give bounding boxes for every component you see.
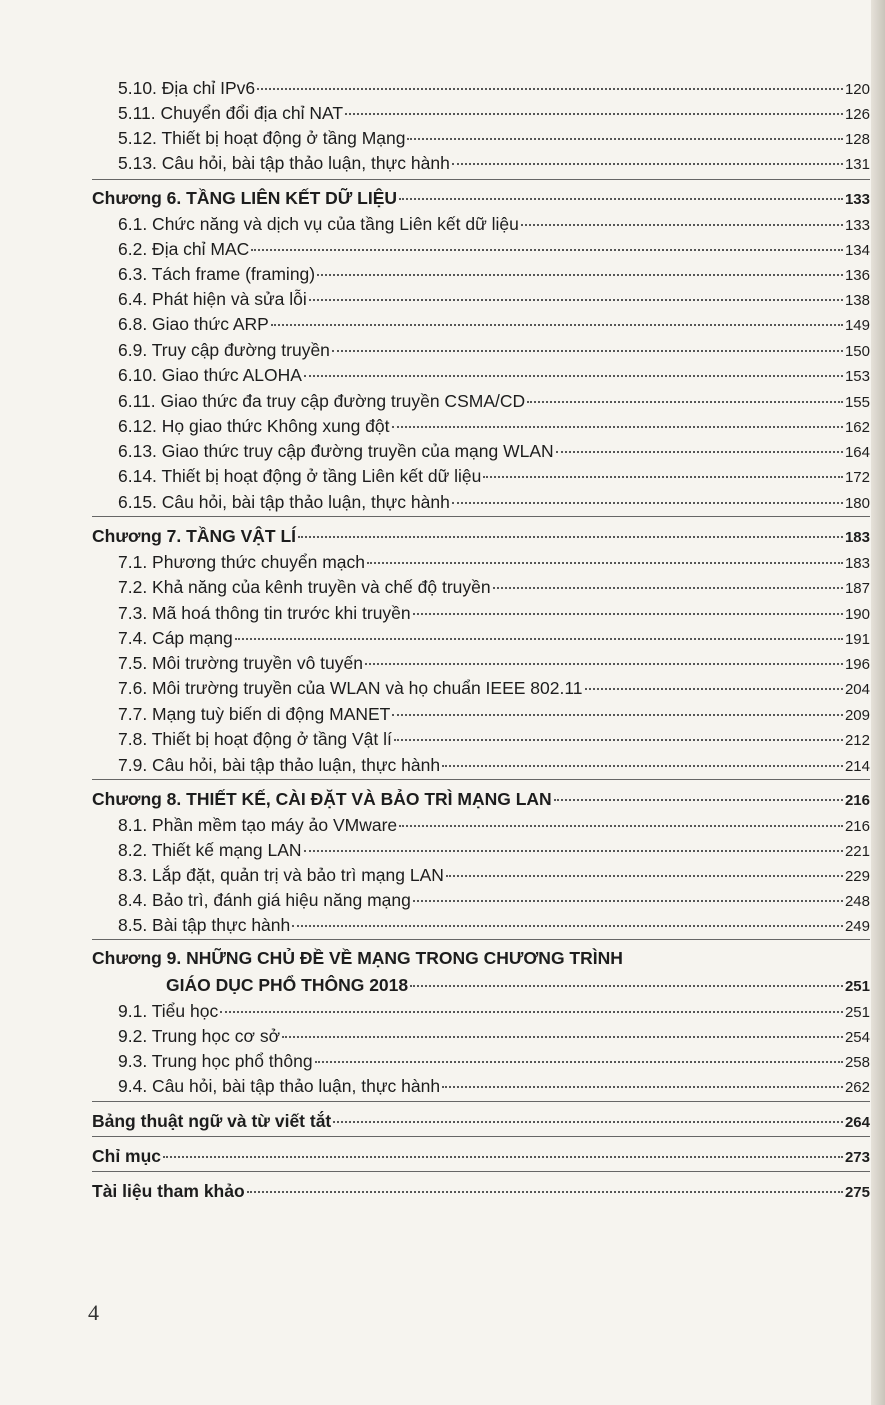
toc-entry-title: 5.11. Chuyển đổi địa chỉ NAT (118, 103, 344, 123)
toc-entry-title: Chương 6. TẦNG LIÊN KẾT DỮ LIỆU (92, 188, 398, 208)
toc-divider (92, 179, 870, 180)
toc-entry-title: 7.6. Môi trường truyền của WLAN và họ chuẩn IEEE 802.11 (118, 678, 583, 698)
toc-entry-title: 5.12. Thiết bị hoạt động ở tầng Mạng (118, 128, 406, 148)
toc-entry-title: 6.12. Họ giao thức Không xung đột (118, 416, 390, 436)
toc-leader-dots (394, 739, 843, 741)
toc-leader-dots (345, 113, 843, 115)
toc-entry-page: 128 (844, 131, 870, 148)
toc-leader-dots (220, 1011, 843, 1013)
toc-entry-title: 6.3. Tách frame (framing) (118, 264, 316, 284)
toc-section-entry (118, 653, 870, 674)
toc-section-entry (118, 755, 870, 776)
toc-entry-page: 254 (844, 1029, 870, 1046)
toc-leader-dots (521, 224, 843, 226)
toc-leader-dots (413, 613, 843, 615)
toc-entry-page: 120 (844, 81, 870, 98)
toc-entry-page: 275 (844, 1184, 870, 1201)
toc-chapter-entry (166, 975, 870, 996)
toc-entry-title: 6.8. Giao thức ARP (118, 314, 269, 334)
toc-leader-dots (304, 375, 843, 377)
toc-leader-dots (282, 1036, 843, 1038)
toc-section-entry (118, 865, 870, 886)
toc-divider (92, 939, 870, 940)
toc-section-entry (118, 628, 870, 649)
toc-leader-dots (392, 714, 843, 716)
toc-entry-title: Tài liệu tham khảo (92, 1181, 245, 1201)
toc-entry-title: 7.8. Thiết bị hoạt động ở tầng Vật lí (118, 729, 392, 749)
toc-entry-page: 262 (844, 1079, 870, 1096)
toc-entry-page: 273 (844, 1149, 870, 1166)
toc-entry-title: 7.2. Khả năng của kênh truyền và chế độ truyền (118, 577, 491, 597)
toc-section-entry (118, 704, 870, 725)
toc-entry-title: 8.3. Lắp đặt, quản trị và bảo trì mạng LAN (118, 865, 444, 885)
toc-section-entry (118, 1001, 870, 1022)
toc-entry-page: 190 (844, 606, 870, 623)
toc-section-entry (118, 441, 870, 462)
toc-entry-page: 221 (844, 843, 870, 860)
toc-entry-title: Chương 8. THIẾT KẾ, CÀI ĐẶT VÀ BẢO TRÌ MẠNG LAN (92, 789, 552, 809)
toc-chapter-entry (92, 789, 870, 810)
toc-leader-dots (527, 401, 843, 403)
toc-divider (92, 516, 870, 517)
toc-section-entry (118, 466, 870, 487)
toc-section-entry (118, 1051, 870, 1072)
toc-leader-dots (493, 587, 843, 589)
toc-entry-page: 212 (844, 732, 870, 749)
toc-entry-page: 258 (844, 1054, 870, 1071)
toc-leader-dots (365, 663, 843, 665)
toc-section-entry (118, 416, 870, 437)
toc-entry-title: 7.4. Cáp mạng (118, 628, 233, 648)
toc-section-entry (118, 391, 870, 412)
toc-entry-page: 150 (844, 343, 870, 360)
toc-leader-dots (413, 900, 843, 902)
toc-entry-page: 196 (844, 656, 870, 673)
toc-entry-title: Chương 7. TẦNG VẬT LÍ (92, 526, 296, 546)
toc-section-entry (118, 729, 870, 750)
toc-leader-dots (247, 1191, 843, 1193)
toc-chapter-entry (92, 1181, 870, 1202)
toc-entry-page: 183 (844, 555, 870, 572)
toc-entry-page: 251 (844, 978, 870, 995)
toc-leader-dots (235, 638, 843, 640)
toc-leader-dots (442, 765, 843, 767)
toc-entry-title: 9.1. Tiểu học (118, 1001, 219, 1021)
toc-entry-title: 6.10. Giao thức ALOHA (118, 365, 302, 385)
toc-section-entry (118, 103, 870, 124)
toc-entry-page: 134 (844, 242, 870, 259)
toc-entry-title: 6.15. Câu hỏi, bài tập thảo luận, thực hành (118, 492, 450, 512)
toc-leader-dots (304, 850, 843, 852)
toc-entry-page: 153 (844, 368, 870, 385)
toc-section-entry (118, 153, 870, 174)
toc-leader-dots (292, 925, 843, 927)
toc-section-entry (118, 314, 870, 335)
toc-leader-dots (452, 502, 843, 504)
toc-leader-dots (333, 1121, 843, 1123)
toc-entry-page: 149 (844, 317, 870, 334)
toc-entry-title: 7.3. Mã hoá thông tin trước khi truyền (118, 603, 411, 623)
toc-entry-title: 9.2. Trung học cơ sở (118, 1026, 281, 1046)
toc-entry-title: GIÁO DỤC PHỔ THÔNG 2018 (166, 975, 409, 995)
toc-divider (92, 1171, 870, 1172)
toc-chapter-entry (92, 1146, 870, 1167)
toc-leader-dots (556, 451, 843, 453)
toc-entry-title: 5.13. Câu hỏi, bài tập thảo luận, thực hành (118, 153, 450, 173)
toc-leader-dots (332, 350, 843, 352)
toc-chapter-entry (92, 188, 870, 209)
toc-leader-dots (452, 163, 843, 165)
toc-leader-dots (442, 1086, 843, 1088)
toc-leader-dots (554, 799, 843, 801)
toc-divider (92, 779, 870, 780)
toc-section-entry (118, 128, 870, 149)
toc-divider (92, 1101, 870, 1102)
toc-leader-dots (315, 1061, 843, 1063)
toc-entry-page: 214 (844, 758, 870, 775)
toc-section-entry (118, 365, 870, 386)
toc-leader-dots (298, 536, 843, 538)
toc-section-entry (118, 1026, 870, 1047)
toc-leader-dots (251, 249, 843, 251)
toc-entry-page: 204 (844, 681, 870, 698)
toc-entry-page: 126 (844, 106, 870, 123)
toc-entry-page: 133 (844, 217, 870, 234)
toc-entry-page: 155 (844, 394, 870, 411)
toc-entry-page: 133 (844, 191, 870, 208)
toc-entry-page: 131 (844, 156, 870, 173)
toc-entry-page: 172 (844, 469, 870, 486)
toc-leader-dots (585, 688, 843, 690)
toc-entry-page: 136 (844, 267, 870, 284)
toc-section-entry (118, 492, 870, 513)
toc-entry-title: 6.11. Giao thức đa truy cập đường truyền CSMA/CD (118, 391, 526, 411)
toc-entry-title: 6.4. Phát hiện và sửa lỗi (118, 289, 307, 309)
toc-leader-dots (257, 88, 843, 90)
toc-entry-title: 7.1. Phương thức chuyển mạch (118, 552, 365, 572)
toc-leader-dots (410, 985, 843, 987)
toc-entry-page: 209 (844, 707, 870, 724)
toc-section-entry (118, 890, 870, 911)
toc-entry-page: 183 (844, 529, 870, 546)
toc-section-entry (118, 264, 870, 285)
toc-entry-title: 7.5. Môi trường truyền vô tuyến (118, 653, 363, 673)
toc-entry-title: Chỉ mục (92, 1146, 162, 1166)
toc-entry-title: 6.1. Chức năng và dịch vụ của tầng Liên kết dữ liệu (118, 214, 519, 234)
toc-entry-page: 264 (844, 1114, 870, 1131)
toc-entry-title: 8.4. Bảo trì, đánh giá hiệu năng mạng (118, 890, 411, 910)
toc-entry-title: 9.3. Trung học phổ thông (118, 1051, 313, 1071)
toc-entry-page: 162 (844, 419, 870, 436)
toc-entry-title: 6.2. Địa chỉ MAC (118, 239, 250, 259)
toc-section-entry (118, 603, 870, 624)
toc-leader-dots (163, 1156, 843, 1158)
toc-leader-dots (367, 562, 843, 564)
toc-chapter-entry (92, 1111, 870, 1132)
toc-leader-dots (317, 274, 843, 276)
toc-entry-title: 8.1. Phần mềm tạo máy ảo VMware (118, 815, 398, 835)
toc-leader-dots (309, 299, 843, 301)
toc-entry-page: 251 (844, 1004, 870, 1021)
toc-leader-dots (483, 476, 843, 478)
toc-entry-page: 164 (844, 444, 870, 461)
toc-leader-dots (407, 138, 843, 140)
toc-section-entry (118, 289, 870, 310)
toc-entry-title: 9.4. Câu hỏi, bài tập thảo luận, thực hành (118, 1076, 441, 1096)
toc-divider (92, 1136, 870, 1137)
toc-section-entry (118, 340, 870, 361)
toc-entry-title: 6.13. Giao thức truy cập đường truyền của mạng WLAN (118, 441, 554, 461)
toc-leader-dots (392, 426, 843, 428)
toc-leader-dots (399, 198, 843, 200)
toc-leader-dots (399, 825, 843, 827)
toc-entry-page: 248 (844, 893, 870, 910)
toc-entry-title: 7.7. Mạng tuỳ biến di động MANET (118, 704, 391, 724)
toc-section-entry (118, 552, 870, 573)
toc-entry-title: 8.2. Thiết kế mạng LAN (118, 840, 302, 860)
toc-entry-title: 7.9. Câu hỏi, bài tập thảo luận, thực hành (118, 755, 441, 775)
toc-section-entry (118, 1076, 870, 1097)
toc-entry-page: 191 (844, 631, 870, 648)
toc-section-entry (118, 214, 870, 235)
toc-section-entry (118, 678, 870, 699)
toc-leader-dots (446, 875, 843, 877)
toc-section-entry (118, 239, 870, 260)
toc-section-entry (118, 577, 870, 598)
toc-entry-title: 8.5. Bài tập thực hành (118, 915, 291, 935)
toc-entry-page: 216 (844, 792, 870, 809)
page-number: 4 (88, 1300, 99, 1325)
toc-entry-page: 138 (844, 292, 870, 309)
toc-entry-title: 6.9. Truy cập đường truyền (118, 340, 330, 360)
toc-entry-page: 249 (844, 918, 870, 935)
toc-entry-page: 216 (844, 818, 870, 835)
toc-section-entry (118, 815, 870, 836)
toc-section-entry (118, 915, 870, 936)
toc-entry-title: 6.14. Thiết bị hoạt động ở tầng Liên kết dữ liệu (118, 466, 482, 486)
toc-entry-page: 187 (844, 580, 870, 597)
toc-leader-dots (271, 324, 843, 326)
toc-entry-page: 180 (844, 495, 870, 512)
toc-entry-page: 229 (844, 868, 870, 885)
toc-entry-title: Bảng thuật ngữ và từ viết tắt (92, 1111, 332, 1131)
toc-chapter-entry (92, 526, 870, 547)
toc-entry-title: 5.10. Địa chỉ IPv6 (118, 78, 256, 98)
toc-section-entry (118, 840, 870, 861)
toc-section-entry (118, 78, 870, 99)
chapter-9-heading-line1: Chương 9. NHỮNG CHỦ ĐỀ VỀ MẠNG TRONG CHƯƠNG TRÌNH (92, 948, 623, 968)
